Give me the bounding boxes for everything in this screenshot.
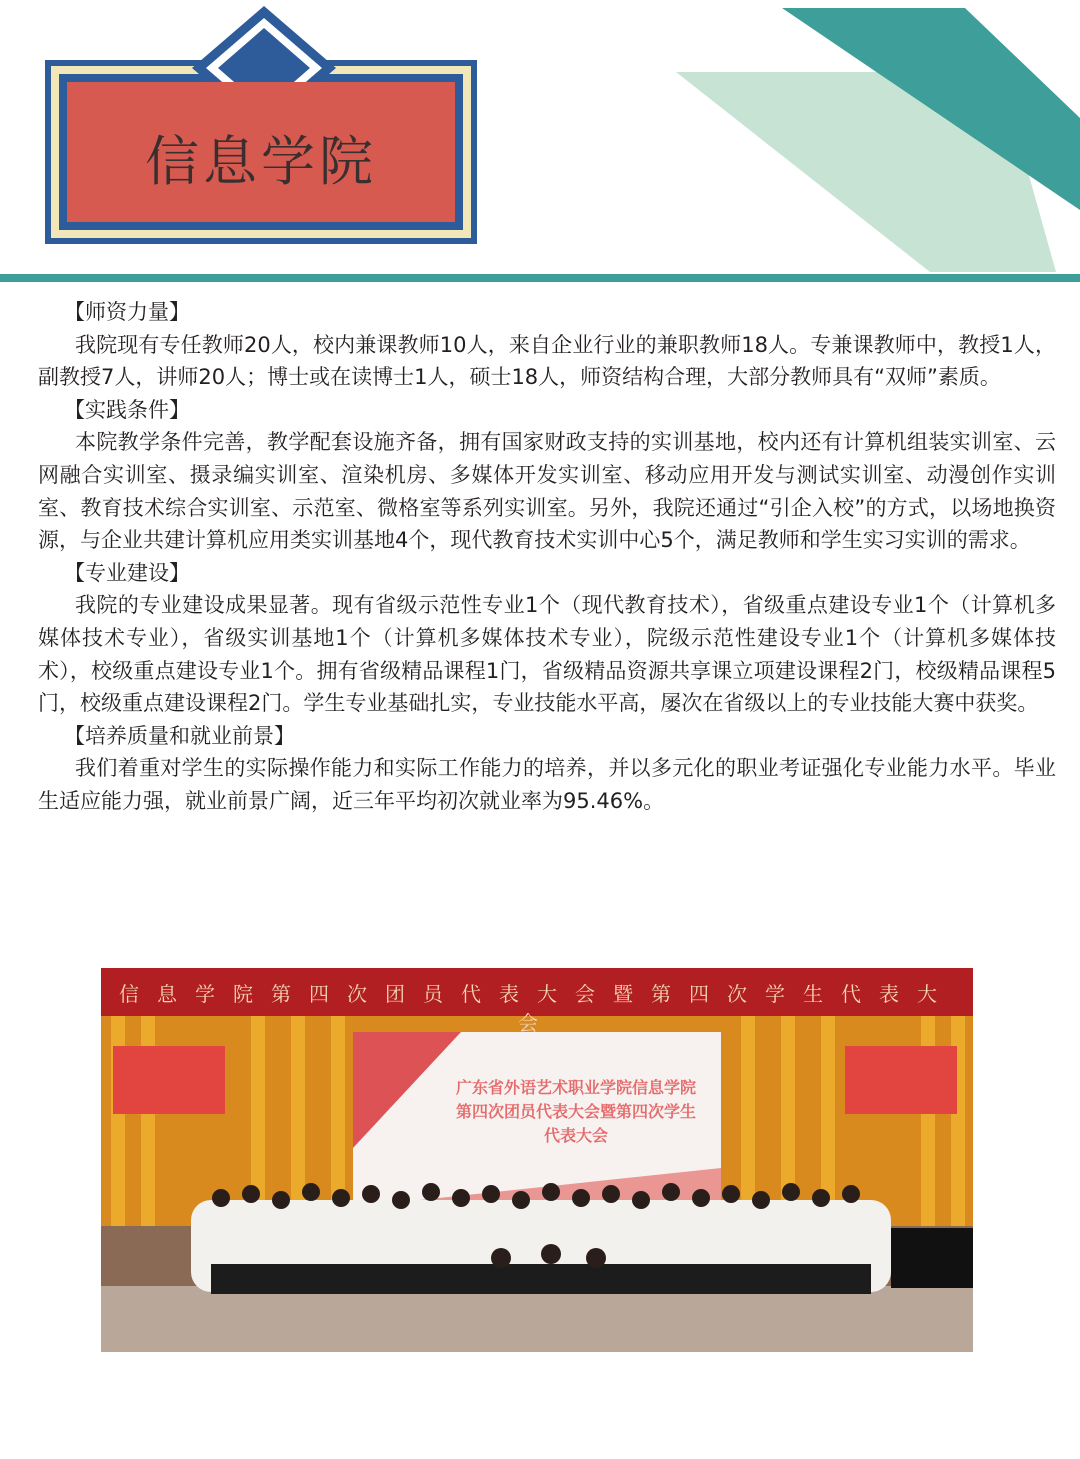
section-body-practice: 本院教学条件完善，教学配套设施齐备，拥有国家财政支持的实训基地，校内还有计算机组装实训室、云网融合实训室、摄录编实训室、渲染机房、多媒体开发实训室、移动应用开发与测试实训室、动漫创作实训室、教育技术综合实训室、示范室、微格室等系列实训室。另外，我院还通过“引企入校”的方式，以场地换资源，与企业共建计算机应用类实训基地4个，现代教育技术实训中心5个，满足教师和学生实习实训的需求。 xyxy=(38,430,1056,553)
screen-line-1: 广东省外语艺术职业学院信息学院 xyxy=(455,1078,696,1097)
screen-line-2: 第四次团员代表大会暨第四次学生 xyxy=(455,1102,696,1121)
left-side-screen xyxy=(113,1046,225,1114)
title-box xyxy=(67,82,455,222)
section-heading-employment: 【培养质量和就业前景】 xyxy=(64,723,295,748)
section-heading-faculty: 【师资力量】 xyxy=(64,300,190,324)
photo-banner-text: 信息学院第四次团员代表大会暨第四次学生代表大会 xyxy=(119,982,955,1035)
section-body-majors: 我院的专业建设成果显著。现有省级示范性专业1个（现代教育技术），省级重点建设专业1个（计算机多媒体技术专业），省级实训基地1个（计算机多媒体技术专业），院级示范性建设专业1个（计算机多媒体技术），校级重点建设专业1个。拥有省级精品课程1门，省级精品资源共享课立项建设课程2门，校级精品课程5门，校级重点建设课程2门。学生专业基础扎实，专业技能水平高，屡次在省级以上的专业技能大赛中获奖。 xyxy=(38,593,1056,716)
crowd-skirts xyxy=(211,1264,871,1294)
section-body-employment: 我们着重对学生的实际操作能力和实际工作能力的培养，并以多元化的职业考证强化专业能力水平。毕业生适应能力强，就业前景广阔，近三年平均初次就业率为95.46%。 xyxy=(38,756,1056,813)
page-header xyxy=(0,0,1080,290)
piano xyxy=(891,1228,973,1288)
group-photo xyxy=(101,968,973,1352)
header-divider xyxy=(0,274,1080,282)
section-heading-majors: 【专业建设】 xyxy=(64,560,190,585)
section-body-faculty: 我院现有专任教师20人，校内兼课教师10人，来自企业行业的兼职教师18人。专兼课教师中，教授1人，副教授7人，讲师20人；博士或在读博士1人，硕士18人，师资结构合理，大部分教师具有“双师”素质。 xyxy=(38,332,1056,390)
floor xyxy=(101,1286,973,1352)
right-side-screen xyxy=(845,1046,957,1114)
section-heading-practice: 【实践条件】 xyxy=(64,397,190,422)
screen-line-3: 代表大会 xyxy=(543,1126,608,1145)
page-title: 信息学院 xyxy=(145,129,377,193)
photo-screen-text xyxy=(431,1076,721,1148)
article-content xyxy=(38,296,1056,818)
